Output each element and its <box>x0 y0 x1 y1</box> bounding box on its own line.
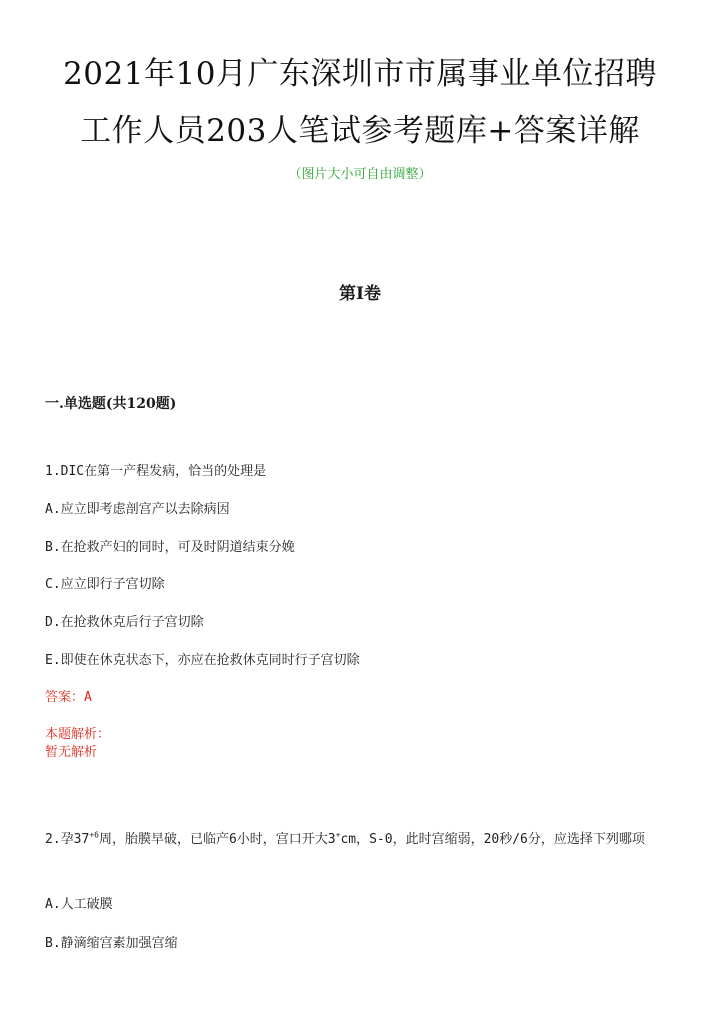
question-2-superscript-b: + <box>335 830 341 840</box>
question-2-stem-part-a: 2.孕37 <box>45 832 90 847</box>
document-subtitle: （图片大小可自由调整） <box>288 167 432 182</box>
question-1-analysis-label: 本题解析： <box>45 727 111 742</box>
question-1-stem: 1.DIC在第一产程发病，恰当的处理是 <box>45 464 267 479</box>
volume-heading: 第I卷 <box>339 284 381 304</box>
question-2-stem-part-b: 周，胎膜早破，已临产6小时，宫口开大3 <box>98 832 336 847</box>
section-heading: 一.单选题(共120题) <box>45 396 177 412</box>
document-title-line-1: 2021年10月广东深圳市市属事业单位招聘 <box>63 56 657 92</box>
question-2-option-a: A.人工破膜 <box>45 897 113 912</box>
question-2-stem <box>45 826 685 854</box>
question-1-answer: 答案：A <box>45 690 92 705</box>
document-title-line-2: 工作人员203人笔试参考题库+答案详解 <box>80 113 640 149</box>
question-2-option-b: B.静滴缩宫素加强宫缩 <box>45 936 178 951</box>
question-1-analysis-text: 暂无解析 <box>45 745 98 760</box>
question-2-stem-part-c: cm，S-0，此时宫缩弱，20秒/6分，应选择下列哪项 <box>340 832 645 847</box>
question-2-superscript-a: +6 <box>89 830 99 840</box>
question-1-option-c: C.应立即行子宫切除 <box>45 577 165 592</box>
question-1-option-e: E.即使在休克状态下，亦应在抢救休克同时行子宫切除 <box>45 653 360 668</box>
question-1-option-a: A.应立即考虑剖宫产以去除病因 <box>45 502 230 517</box>
question-1-option-b: B.在抢救产妇的同时，可及时阴道结束分娩 <box>45 540 295 555</box>
question-1-option-d: D.在抢救休克后行子宫切除 <box>45 615 204 630</box>
